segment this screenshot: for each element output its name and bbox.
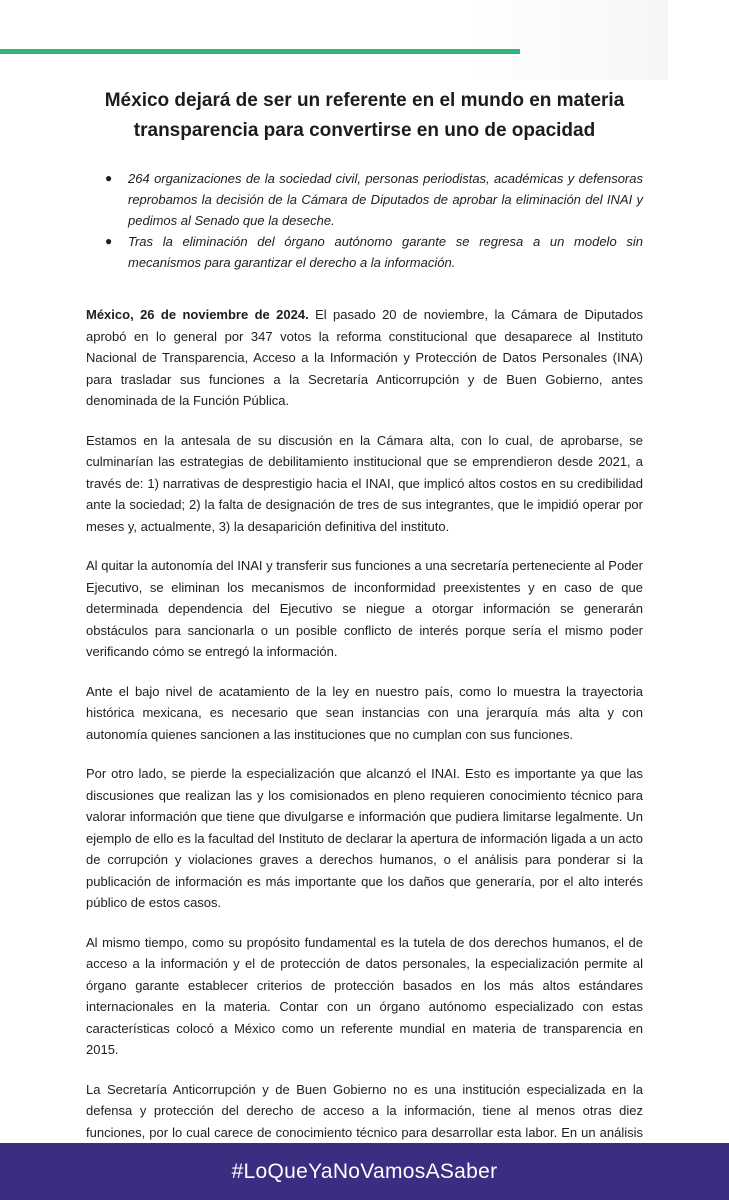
bullet-item: [105, 168, 643, 231]
bullet-dot-icon: ●: [105, 234, 113, 248]
bullet-text: 264 organizaciones de la sociedad civil, personas periodistas, académicas y defensoras reprobamos la decisión de la Cámara de Diputados de aprobar la eliminación del INAI y pedimos al Senado que la deseche.: [128, 171, 643, 228]
paragraph: Al mismo tiempo, como su propósito fundamental es la tutela de dos derechos humanos, el de acceso a la información y el de protección de datos personales, la especialización permite al órgano garante establecer criterios de protección basados en los más altos estándares internacionales en la materia. Contar con un órgano autónomo especializado con estas características colocó a México como un referente mundial en materia de transparencia en 2015.: [86, 934, 643, 1057]
paragraph: Ante el bajo nivel de acatamiento de la ley en nuestro país, como lo muestra la trayectoria histórica mexicana, es necesario que sean instancias con una jerarquía más alta y con autonomía quienes sancionen a las instituciones que no cumplan con sus funciones.: [86, 683, 643, 742]
paragraph: La Secretaría Anticorrupción y de Buen Gobierno no es una institución especializada en la defensa y protección del derecho de acceso a la información, tiene al menos otras diez funciones, por lo cual carece de conocimiento técnico para desarrollar esta labor. En un análisis: [86, 1081, 643, 1140]
footer-hashtag: #LoQueYaNoVamosASaber: [231, 1159, 498, 1183]
document-body: [86, 304, 643, 1183]
paragraph: Estamos en la antesala de su discusión en la Cámara alta, con lo cual, de aprobarse, se culminarían las estrategias de debilitamiento institucional que se emprendieron desde 2021, a través de: 1) narrativas de desprestigio hacia el INAI, que implicó altos costos en su credibilidad ante la sociedad; 2) la falta de designación de tres de sus integrantes, que le impidió operar por meses y, actualmente, 3) la desaparición definitiva del instituto.: [86, 432, 643, 534]
dateline: México, 26 de noviembre de 2024.: [86, 307, 309, 322]
paragraph-text: El pasado 20 de noviembre, la Cámara de Diputados aprobó en lo general por 347 votos la reforma constitucional que desaparece al Instituto Nacional de Transparencia, Acceso a la Información y Protección de Datos Personales (INA) para trasladar sus funciones a la Secretaría Anticorrupción y de Buen Gobierno, antes denominada de la Función Pública.: [86, 307, 643, 408]
footer-banner: [0, 1143, 729, 1200]
paragraph: [86, 304, 643, 412]
bullet-dot-icon: ●: [105, 171, 113, 185]
bullet-item: [105, 231, 643, 273]
paragraph: Por otro lado, se pierde la especialización que alcanzó el INAI. Esto es importante ya que las discusiones que realizan las y los comisionados en pleno requieren conocimiento técnico para valorar información que tiene que divulgarse e información que pudiera limitarse legalmente. Un ejemplo de ello es la facultad del Instituto de declarar la apertura de información ligada a un acto de corrupción y violaciones graves a derechos humanos, o el análisis para ponderar si la publicación de información es más importante que los daños que generaría, por el alto interés público de estos casos.: [86, 766, 643, 910]
document-title: México dejará de ser un referente en el mundo en materia transparencia para convertirse en uno de opacidad: [104, 90, 625, 141]
summary-bullets: [105, 168, 643, 273]
header-accent-line: [0, 49, 520, 54]
header-band: [0, 0, 668, 80]
paragraph: Al quitar la autonomía del INAI y transferir sus funciones a una secretaría perteneciente al Poder Ejecutivo, se eliminan los mecanismos de inconformidad preexistentes y en caso de que determinada dependencia del Ejecutivo se niegue a otorgar información se generarán obstáculos para sancionarla o un posible conflicto de interés porque sería el mismo poder verificando cómo se entregó la información.: [86, 558, 643, 659]
bullet-text: Tras la eliminación del órgano autónomo garante se regresa a un modelo sin mecanismos para garantizar el derecho a la información.: [128, 234, 643, 270]
